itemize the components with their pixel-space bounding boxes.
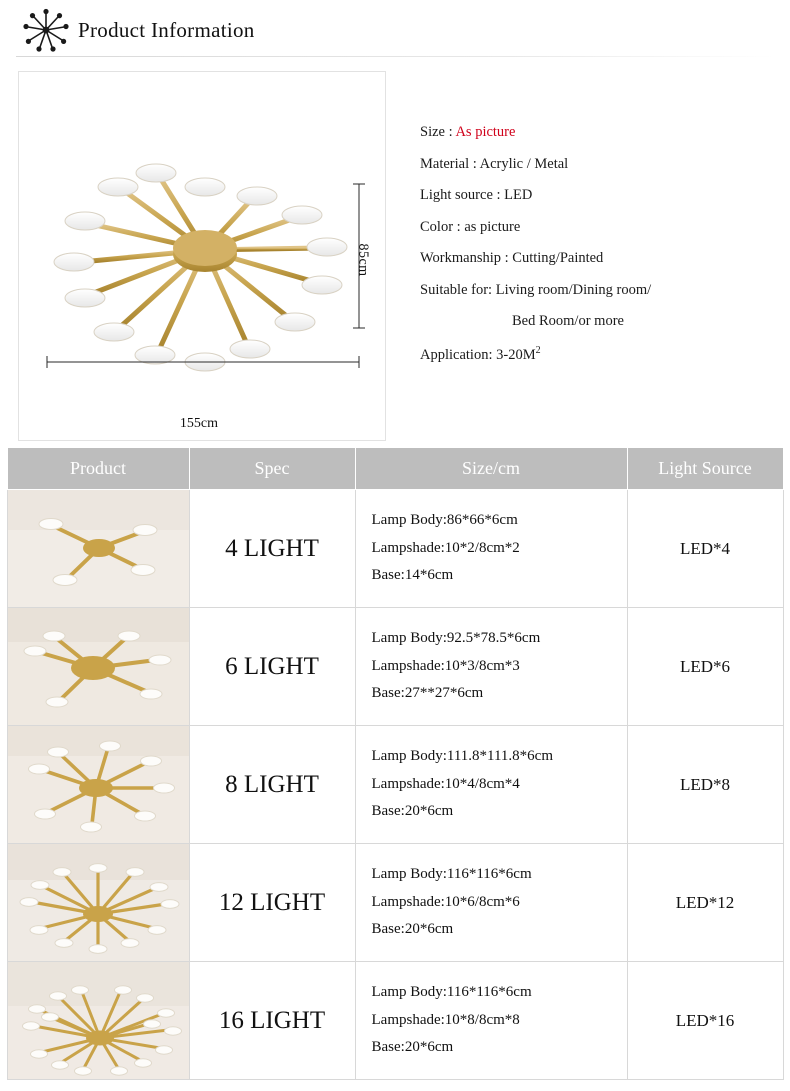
table-row [7,608,783,726]
size-cell [355,490,627,608]
width-dimension-label: 155cm [179,416,219,431]
spec-application-label: Application: [420,346,493,363]
spec-cell: 4 LIGHT [189,490,355,608]
product-image-cell [7,608,189,726]
spec-application [420,346,651,362]
spec-material [420,157,651,172]
spec-color-label: Color : [420,218,461,235]
size-line: Lamp Body:92.5*78.5*6cm [371,629,541,646]
size-cell [355,962,627,1080]
spec-application-unit-sup: 2 [535,344,541,356]
spec-cell: 8 LIGHT [189,726,355,844]
spec-suitable-for-label: Suitable for: [420,281,493,298]
table-row [7,726,783,844]
lamp-photo-12-light [8,844,189,961]
size-line: Base:27**27*6cm [371,685,484,702]
spec-suitable-for-continued [420,314,651,329]
spec-cell: 16 LIGHT [189,962,355,1080]
size-line: Base:20*6cm [371,803,454,820]
size-cell [355,608,627,726]
light-source-cell: LED*12 [627,844,783,962]
spec-workmanship-label: Workmanship : [420,250,509,266]
product-image-cell [7,962,189,1080]
light-source-cell: LED*8 [627,726,783,844]
size-line: Lampshade:10*8/8cm*8 [371,1011,520,1028]
size-line: Lamp Body:111.8*111.8*6cm [371,747,554,764]
hero-section [0,57,790,441]
page-title: Product Information [78,17,255,42]
size-line: Base:20*6cm [371,921,454,938]
spec-color [420,220,651,235]
variants-table [7,447,784,1080]
page-header [0,0,790,56]
size-line: Lamp Body:116*116*6cm [371,865,532,882]
lamp-photo-8-light [8,726,189,843]
lamp-photo-6-light [8,608,189,725]
column-header-light-source: Light Source [627,448,783,490]
spec-suitable-for-value: Living room/Dining room/ [495,281,652,298]
spec-cell: 12 LIGHT [189,844,355,962]
spec-size [420,125,651,140]
lamp-diagram [19,72,385,440]
column-header-spec: Spec [189,448,355,490]
table-header-row [7,448,783,490]
size-line: Lampshade:10*6/8cm*6 [371,893,520,910]
size-line: Lamp Body:116*116*6cm [371,983,532,1000]
size-cell [355,726,627,844]
table-row [7,962,783,1080]
spec-suitable-for [420,283,651,298]
spec-light-source [420,188,651,203]
column-header-size: Size/cm [355,448,627,490]
spec-size-value: As picture [455,124,516,140]
light-source-cell: LED*6 [627,608,783,726]
lamp-photo-16-light [8,962,189,1079]
spec-material-label: Material : [420,155,477,172]
hero-image [18,71,386,441]
size-line: Lampshade:10*2/8cm*2 [371,539,520,556]
table-row [7,844,783,962]
spec-workmanship-value: Cutting/Painted [512,250,604,266]
spec-cell: 6 LIGHT [189,608,355,726]
light-source-cell: LED*16 [627,962,783,1080]
size-line: Base:14*6cm [371,567,454,584]
spec-workmanship [420,251,651,266]
product-image-cell [7,844,189,962]
spec-material-value: Acrylic / Metal [479,155,569,172]
spec-light-source-value: LED [504,187,533,203]
size-line: Lamp Body:86*66*6cm [371,511,518,528]
height-dimension-label: 85cm [355,243,371,277]
spec-suitable-for-value-2: Bed Room/or more [512,313,624,329]
spec-application-value: 3-20M [496,346,536,363]
size-cell [355,844,627,962]
spec-list [386,71,651,441]
column-header-product: Product [7,448,189,490]
size-line: Base:20*6cm [371,1039,454,1056]
size-line: Lampshade:10*4/8cm*4 [371,775,520,792]
size-line: Lampshade:10*3/8cm*3 [371,657,520,674]
product-image-cell [7,490,189,608]
product-image-cell [7,726,189,844]
spec-size-label: Size : [420,124,453,140]
lamp-photo-4-light [8,490,189,607]
starburst-icon [18,7,74,53]
spec-color-value: as picture [464,218,521,235]
spec-light-source-label: Light source : [420,187,501,203]
table-row [7,490,783,608]
light-source-cell: LED*4 [627,490,783,608]
